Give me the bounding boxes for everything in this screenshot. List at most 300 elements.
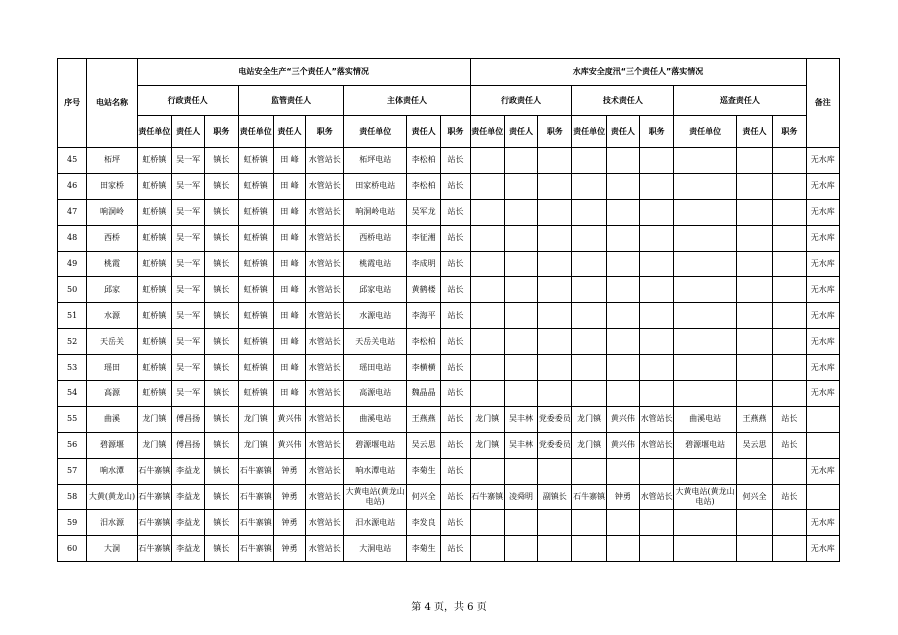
table-cell: 大黄(黄龙山): [87, 484, 137, 510]
table-cell: 钟勇: [273, 458, 305, 484]
table-cell: [736, 458, 772, 484]
table-cell: 李益龙: [171, 484, 204, 510]
table-cell: 李菊生: [407, 458, 441, 484]
table-row: [58, 251, 840, 277]
table-cell: 大洞电站: [344, 536, 407, 562]
table-cell: 站长: [441, 251, 470, 277]
table-cell: 60: [58, 536, 87, 562]
table-cell: [773, 381, 806, 407]
table-cell: 田家桥电站: [344, 173, 407, 199]
column-header: 责任人: [606, 116, 639, 148]
table-cell: 傅昌扬: [171, 406, 204, 432]
table-cell: [736, 225, 772, 251]
table-cell: [572, 199, 606, 225]
table-cell: [572, 251, 606, 277]
table-cell: 站长: [441, 277, 470, 303]
table-cell: [640, 277, 674, 303]
table-cell: [572, 355, 606, 381]
table-cell: [640, 329, 674, 355]
table-cell: 无水库: [806, 173, 839, 199]
table-cell: 李松柏: [407, 173, 441, 199]
table-cell: 虹桥镇: [137, 225, 171, 251]
table-cell: 石牛寨镇: [137, 458, 171, 484]
table-cell: 水管站长: [306, 355, 344, 381]
table-cell: 镇长: [205, 148, 238, 174]
table-cell: 邱家电站: [344, 277, 407, 303]
table-cell: 龙门镇: [572, 432, 606, 458]
table-cell: [572, 536, 606, 562]
table-cell: [504, 355, 537, 381]
table-cell: [640, 225, 674, 251]
table-cell: 吴一军: [171, 148, 204, 174]
table-cell: 钟勇: [273, 536, 305, 562]
table-cell: [736, 251, 772, 277]
table-body: [58, 148, 840, 562]
column-header: 责任人: [504, 116, 537, 148]
header-note: 备注: [806, 59, 839, 148]
column-header: 责任人: [736, 116, 772, 148]
table-cell: 水管站长: [306, 329, 344, 355]
table-cell: 水管站长: [306, 303, 344, 329]
table-cell: 李菊生: [407, 536, 441, 562]
table-cell: [736, 381, 772, 407]
table-cell: 站长: [441, 432, 470, 458]
table-cell: [674, 329, 737, 355]
header-main-responsible: 主体责任人: [344, 86, 470, 116]
table-cell: [538, 251, 572, 277]
table-cell: 田家桥: [87, 173, 137, 199]
table-row: [58, 148, 840, 174]
table-cell: 天岳关: [87, 329, 137, 355]
table-cell: 虹桥镇: [137, 329, 171, 355]
table-cell: 镇长: [205, 303, 238, 329]
table-cell: [504, 199, 537, 225]
table-cell: 碧源堰电站: [674, 432, 737, 458]
table-cell: 吴云思: [736, 432, 772, 458]
table-cell: 田 峰: [273, 173, 305, 199]
table-cell: [806, 432, 839, 458]
table-cell: [504, 303, 537, 329]
table-cell: [640, 381, 674, 407]
table-cell: 水管站长: [306, 458, 344, 484]
table-cell: 瑶田电站: [344, 355, 407, 381]
table-cell: 响洞岭: [87, 199, 137, 225]
table-cell: 镇长: [205, 536, 238, 562]
table-cell: [606, 277, 639, 303]
table-cell: [470, 199, 504, 225]
table-cell: [470, 148, 504, 174]
table-cell: 镇长: [205, 484, 238, 510]
table-cell: 50: [58, 277, 87, 303]
table-cell: 吴军龙: [407, 199, 441, 225]
table-cell: 51: [58, 303, 87, 329]
header-admin-responsible: 行政责任人: [137, 86, 238, 116]
table-cell: 水管站长: [306, 225, 344, 251]
table-cell: 西桥: [87, 225, 137, 251]
table-row: [58, 381, 840, 407]
table-cell: 王燕燕: [736, 406, 772, 432]
table-cell: [674, 251, 737, 277]
table-cell: [504, 510, 537, 536]
table-cell: [773, 510, 806, 536]
table-cell: [736, 173, 772, 199]
table-cell: 虹桥镇: [137, 303, 171, 329]
table-cell: [674, 355, 737, 381]
table-cell: 水管站长: [306, 432, 344, 458]
table-cell: 石牛寨镇: [238, 536, 273, 562]
column-header: 责任单位: [470, 116, 504, 148]
table-cell: 镇长: [205, 432, 238, 458]
table-cell: 龙门镇: [470, 432, 504, 458]
table-cell: 无水库: [806, 303, 839, 329]
table-cell: 龙门镇: [572, 406, 606, 432]
table-cell: 龙门镇: [238, 432, 273, 458]
table-cell: 田 峰: [273, 277, 305, 303]
table-cell: 48: [58, 225, 87, 251]
table-cell: 吴一军: [171, 329, 204, 355]
table-cell: 57: [58, 458, 87, 484]
table-cell: [538, 329, 572, 355]
table-cell: 水管站长: [640, 484, 674, 510]
table-cell: 站长: [441, 329, 470, 355]
table-cell: 站长: [441, 381, 470, 407]
table-cell: [736, 199, 772, 225]
table-cell: 虹桥镇: [238, 329, 273, 355]
header-admin-responsible: 行政责任人: [470, 86, 572, 116]
table-cell: [640, 355, 674, 381]
table-cell: 水源: [87, 303, 137, 329]
table-cell: [538, 173, 572, 199]
table-cell: 响洞岭电站: [344, 199, 407, 225]
table-cell: [504, 251, 537, 277]
table-row: [58, 355, 840, 381]
table-cell: 李征湘: [407, 225, 441, 251]
header-seq: 序号: [58, 59, 87, 148]
table-cell: 柘坪电站: [344, 148, 407, 174]
table-cell: [504, 225, 537, 251]
table-cell: [504, 536, 537, 562]
table-row: [58, 510, 840, 536]
table-cell: 吴一军: [171, 303, 204, 329]
table-cell: 李发良: [407, 510, 441, 536]
table-cell: 龙门镇: [470, 406, 504, 432]
table-cell: 镇长: [205, 225, 238, 251]
table-cell: 石牛寨镇: [137, 510, 171, 536]
table-cell: 水源电站: [344, 303, 407, 329]
header-patrol-responsible: 巡查责任人: [674, 86, 806, 116]
table-cell: 吴云思: [407, 432, 441, 458]
table-row: [58, 484, 840, 510]
table-cell: [572, 510, 606, 536]
table-cell: [504, 381, 537, 407]
table-cell: 田 峰: [273, 355, 305, 381]
table-cell: [572, 277, 606, 303]
table-cell: 水管站长: [306, 148, 344, 174]
table-cell: [470, 510, 504, 536]
page-footer: 第 4 页，共 6 页: [411, 602, 487, 613]
table-cell: 虹桥镇: [137, 148, 171, 174]
table-cell: 吴一军: [171, 277, 204, 303]
table-cell: [773, 148, 806, 174]
table-cell: 李松柏: [407, 148, 441, 174]
table-cell: 李益龙: [171, 510, 204, 536]
table-row: [58, 303, 840, 329]
table-cell: 站长: [441, 458, 470, 484]
table-cell: 站长: [441, 225, 470, 251]
table-cell: [572, 381, 606, 407]
table-cell: [572, 329, 606, 355]
table-cell: [606, 303, 639, 329]
table-cell: 水管站长: [306, 510, 344, 536]
table-cell: [572, 225, 606, 251]
table-cell: 52: [58, 329, 87, 355]
table-cell: 55: [58, 406, 87, 432]
table-cell: [773, 173, 806, 199]
table-cell: 吴一军: [171, 173, 204, 199]
table-cell: 魏晶晶: [407, 381, 441, 407]
table-cell: 曲溪电站: [344, 406, 407, 432]
table-cell: [736, 329, 772, 355]
table-cell: 副镇长: [538, 484, 572, 510]
table-cell: 站长: [441, 510, 470, 536]
table-cell: [470, 173, 504, 199]
table-cell: [640, 303, 674, 329]
table-cell: [572, 148, 606, 174]
column-header: 责任单位: [137, 116, 171, 148]
table-cell: [606, 381, 639, 407]
table-cell: 龙门镇: [137, 406, 171, 432]
table-cell: [504, 458, 537, 484]
table-cell: 镇长: [205, 251, 238, 277]
table-cell: 李横横: [407, 355, 441, 381]
table-cell: 虹桥镇: [238, 225, 273, 251]
table-cell: 李益龙: [171, 458, 204, 484]
column-header: 责任人: [407, 116, 441, 148]
table-cell: [640, 199, 674, 225]
table-cell: [640, 536, 674, 562]
table-cell: 54: [58, 381, 87, 407]
table-cell: 黄兴伟: [606, 432, 639, 458]
table-cell: 曲溪: [87, 406, 137, 432]
table-row: [58, 173, 840, 199]
table-cell: 53: [58, 355, 87, 381]
table-cell: [538, 148, 572, 174]
table-cell: 大黄电站(黄龙山电站): [344, 484, 407, 510]
table-cell: 龙门镇: [137, 432, 171, 458]
header-row-groups: [58, 59, 840, 86]
table-cell: 镇长: [205, 277, 238, 303]
table-cell: 水管站长: [306, 484, 344, 510]
table-cell: 吴一军: [171, 381, 204, 407]
table-cell: 田 峰: [273, 199, 305, 225]
table-cell: [736, 355, 772, 381]
table-cell: 站长: [441, 148, 470, 174]
table-cell: [504, 277, 537, 303]
table-cell: 47: [58, 199, 87, 225]
table-cell: 水管站长: [306, 173, 344, 199]
table-cell: [470, 277, 504, 303]
table-cell: [606, 458, 639, 484]
table-cell: [606, 355, 639, 381]
table-cell: 站长: [441, 406, 470, 432]
table-cell: 虹桥镇: [137, 277, 171, 303]
table-cell: [736, 277, 772, 303]
table-cell: 水管站长: [306, 536, 344, 562]
table-cell: 大洞: [87, 536, 137, 562]
header-supervision-responsible: 监管责任人: [238, 86, 344, 116]
table-cell: 无水库: [806, 148, 839, 174]
header-station: 电站名称: [87, 59, 137, 148]
table-cell: [736, 303, 772, 329]
table-cell: [773, 277, 806, 303]
table-cell: 黄兴伟: [273, 432, 305, 458]
table-cell: 汨水源: [87, 510, 137, 536]
table-cell: 吴丰林: [504, 432, 537, 458]
table-cell: [773, 329, 806, 355]
table-cell: [538, 355, 572, 381]
table-cell: 58: [58, 484, 87, 510]
table-cell: 石牛寨镇: [137, 536, 171, 562]
table-cell: [640, 251, 674, 277]
column-header: 职务: [640, 116, 674, 148]
table-cell: 虹桥镇: [238, 148, 273, 174]
table-cell: 田 峰: [273, 251, 305, 277]
table-cell: 水管站长: [640, 406, 674, 432]
table-row: [58, 329, 840, 355]
table-cell: [773, 199, 806, 225]
table-cell: 李成明: [407, 251, 441, 277]
header-technical-responsible: 技术责任人: [572, 86, 674, 116]
table-row: [58, 536, 840, 562]
table-cell: [538, 536, 572, 562]
table-cell: [538, 277, 572, 303]
table-cell: [674, 225, 737, 251]
table-cell: 何兴全: [407, 484, 441, 510]
table-cell: [674, 303, 737, 329]
table-cell: 响水潭电站: [344, 458, 407, 484]
table-cell: 虹桥镇: [137, 355, 171, 381]
column-header: 职务: [205, 116, 238, 148]
table-cell: 站长: [773, 432, 806, 458]
table-cell: 党委委员: [538, 406, 572, 432]
table-cell: 碧源堰电站: [344, 432, 407, 458]
table-cell: 凌舜明: [504, 484, 537, 510]
table-cell: [606, 536, 639, 562]
table-cell: 吴丰林: [504, 406, 537, 432]
table-cell: 水管站长: [306, 199, 344, 225]
table-cell: [470, 381, 504, 407]
table-cell: 田 峰: [273, 381, 305, 407]
table-row: [58, 225, 840, 251]
table-cell: [674, 458, 737, 484]
table-cell: 站长: [441, 303, 470, 329]
table-cell: [640, 510, 674, 536]
table-cell: [470, 458, 504, 484]
column-header: 责任人: [273, 116, 305, 148]
table-cell: [606, 329, 639, 355]
table-cell: 何兴全: [736, 484, 772, 510]
table-cell: 水管站长: [306, 251, 344, 277]
table-cell: [606, 510, 639, 536]
column-header: 责任单位: [238, 116, 273, 148]
table-cell: [538, 458, 572, 484]
responsibility-table: [57, 58, 840, 562]
table-cell: 站长: [773, 484, 806, 510]
table-cell: 虹桥镇: [238, 173, 273, 199]
table-cell: 钟勇: [273, 510, 305, 536]
header-row-roles: [58, 86, 840, 116]
table-cell: [504, 148, 537, 174]
table-cell: [674, 173, 737, 199]
table-cell: [606, 148, 639, 174]
table-cell: 站长: [441, 173, 470, 199]
table-cell: 黄鹤楼: [407, 277, 441, 303]
table-cell: [640, 458, 674, 484]
table-cell: 镇长: [205, 406, 238, 432]
table-cell: 桃霞: [87, 251, 137, 277]
table-cell: 石牛寨镇: [238, 510, 273, 536]
table-cell: 钟勇: [606, 484, 639, 510]
table-cell: [606, 251, 639, 277]
column-header: 职务: [538, 116, 572, 148]
column-header: 职务: [306, 116, 344, 148]
header-group-reservoir-flood: 水库安全度汛“三个责任人”落实情况: [470, 59, 806, 86]
table-cell: 吴一军: [171, 251, 204, 277]
table-cell: 虹桥镇: [137, 173, 171, 199]
table-cell: 天岳关电站: [344, 329, 407, 355]
table-cell: 田 峰: [273, 148, 305, 174]
table-cell: 无水库: [806, 510, 839, 536]
table-cell: 石牛寨镇: [238, 484, 273, 510]
table-cell: [538, 381, 572, 407]
table-cell: [773, 251, 806, 277]
table-cell: [470, 251, 504, 277]
table-cell: 龙门镇: [238, 406, 273, 432]
table-cell: 镇长: [205, 329, 238, 355]
table-cell: 水管站长: [306, 406, 344, 432]
table-cell: 59: [58, 510, 87, 536]
table-cell: [606, 173, 639, 199]
table-cell: [640, 173, 674, 199]
table-cell: [572, 458, 606, 484]
table-cell: [606, 199, 639, 225]
table-cell: 黄兴伟: [273, 406, 305, 432]
table-cell: 无水库: [806, 536, 839, 562]
table-row: [58, 458, 840, 484]
table-cell: 虹桥镇: [238, 381, 273, 407]
table-cell: [674, 381, 737, 407]
table-cell: 响水潭: [87, 458, 137, 484]
table-cell: [736, 510, 772, 536]
table-cell: [470, 303, 504, 329]
table-row: [58, 277, 840, 303]
table-cell: 吴一军: [171, 225, 204, 251]
table-cell: 镇长: [205, 173, 238, 199]
table-cell: [538, 225, 572, 251]
table-cell: 站长: [441, 484, 470, 510]
table-cell: 无水库: [806, 225, 839, 251]
table-cell: [773, 355, 806, 381]
table-cell: [572, 303, 606, 329]
table-row: [58, 432, 840, 458]
table-row: [58, 406, 840, 432]
table-cell: 石牛寨镇: [572, 484, 606, 510]
table-cell: 吴一军: [171, 355, 204, 381]
table-cell: 水管站长: [306, 277, 344, 303]
table-cell: 镇长: [205, 199, 238, 225]
table-cell: [606, 225, 639, 251]
header-row-columns: [58, 116, 840, 148]
